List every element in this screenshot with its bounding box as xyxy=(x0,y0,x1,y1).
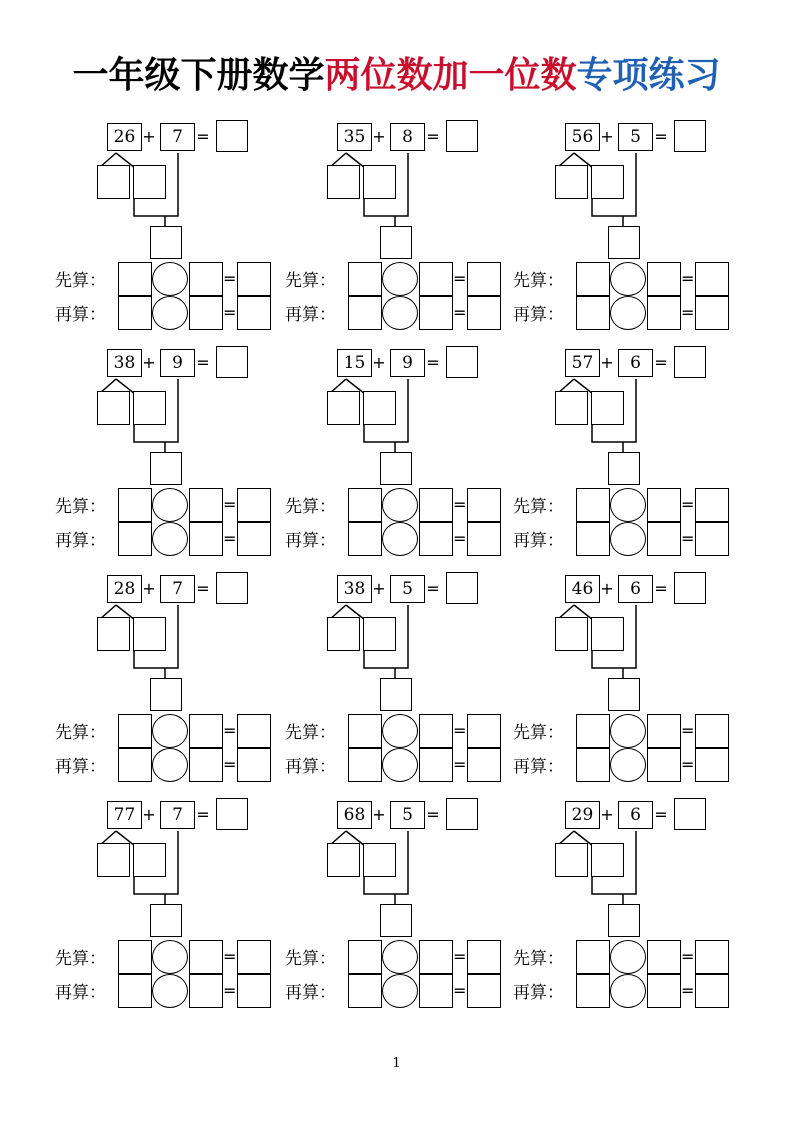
second-addend: 6 xyxy=(630,579,641,599)
title-part-grade: 一年级下册数学 xyxy=(72,55,325,96)
second-step-operator-circle[interactable] xyxy=(610,522,646,556)
tens-ones-number-box xyxy=(565,123,600,151)
second-step-equals: = xyxy=(681,981,695,1000)
second-step-label: 再算： xyxy=(55,983,106,1003)
second-addend: 8 xyxy=(402,127,413,147)
second-step-label: 再算： xyxy=(513,531,564,551)
plus-sign: + xyxy=(142,805,156,824)
second-step-operator-circle[interactable] xyxy=(382,296,418,330)
plus-sign: + xyxy=(372,127,386,146)
first-step-equals: = xyxy=(681,269,695,288)
first-step-label: 先算： xyxy=(55,949,106,969)
problem xyxy=(285,344,535,559)
title-part-practice: 专项练习 xyxy=(576,55,721,96)
second-step-operand-1[interactable] xyxy=(576,522,610,556)
sum-box[interactable] xyxy=(380,678,412,711)
split-box-left[interactable] xyxy=(327,391,360,425)
second-step-operator-circle[interactable] xyxy=(152,974,188,1008)
second-step-label: 再算： xyxy=(285,983,336,1003)
first-step-operator-circle[interactable] xyxy=(152,940,188,974)
equals-sign: = xyxy=(196,805,210,824)
first-step-label: 先算： xyxy=(285,723,336,743)
second-addend: 5 xyxy=(630,127,641,147)
second-step-equals: = xyxy=(453,303,467,322)
problem xyxy=(513,118,763,333)
tens-ones-number-box xyxy=(107,575,142,603)
first-step-label: 先算： xyxy=(285,949,336,969)
first-step-operator-circle[interactable] xyxy=(152,488,188,522)
second-step-equals: = xyxy=(223,981,237,1000)
second-step-label: 再算： xyxy=(513,983,564,1003)
first-step-operand-2[interactable] xyxy=(189,488,223,522)
first-addend: 29 xyxy=(571,805,594,825)
answer-box[interactable] xyxy=(674,572,706,604)
first-step-equals: = xyxy=(223,721,237,740)
first-step-equals: = xyxy=(453,947,467,966)
split-box-left[interactable] xyxy=(97,391,130,425)
first-step-equals: = xyxy=(453,269,467,288)
sum-box[interactable] xyxy=(150,226,182,259)
second-step-operand-1[interactable] xyxy=(118,296,152,330)
split-box-right[interactable] xyxy=(591,165,624,199)
second-addend: 9 xyxy=(172,353,183,373)
first-step-operand-2[interactable] xyxy=(419,714,453,748)
plus-sign: + xyxy=(600,805,614,824)
first-step-label: 先算： xyxy=(55,723,106,743)
single-digit-box xyxy=(160,349,195,377)
first-step-result[interactable] xyxy=(467,488,501,522)
first-step-label: 先算： xyxy=(55,271,106,291)
first-addend: 46 xyxy=(571,579,594,599)
second-step-operand-2[interactable] xyxy=(647,748,681,782)
first-step-equals: = xyxy=(223,269,237,288)
equals-sign: = xyxy=(196,127,210,146)
split-box-left[interactable] xyxy=(327,617,360,651)
first-step-operand-2[interactable] xyxy=(419,488,453,522)
first-addend: 15 xyxy=(343,353,366,373)
second-step-label: 再算： xyxy=(285,531,336,551)
page-number: 1 xyxy=(392,1056,401,1071)
first-step-operator-circle[interactable] xyxy=(610,488,646,522)
equals-sign: = xyxy=(426,127,440,146)
first-step-result[interactable] xyxy=(237,262,271,296)
first-step-label: 先算： xyxy=(513,497,564,517)
sum-box[interactable] xyxy=(608,904,640,937)
second-step-operand-1[interactable] xyxy=(348,296,382,330)
answer-box[interactable] xyxy=(674,120,706,152)
second-step-label: 再算： xyxy=(285,757,336,777)
first-step-result[interactable] xyxy=(695,262,729,296)
second-step-operand-2[interactable] xyxy=(419,522,453,556)
first-addend: 28 xyxy=(113,579,136,599)
second-step-operand-2[interactable] xyxy=(189,296,223,330)
second-step-equals: = xyxy=(681,755,695,774)
sum-box[interactable] xyxy=(150,452,182,485)
first-step-label: 先算： xyxy=(513,723,564,743)
worksheet-title xyxy=(0,52,793,100)
tens-ones-number-box xyxy=(337,575,372,603)
second-step-operand-2[interactable] xyxy=(647,522,681,556)
second-step-operator-circle[interactable] xyxy=(152,522,188,556)
second-step-operator-circle[interactable] xyxy=(152,296,188,330)
first-step-operator-circle[interactable] xyxy=(610,262,646,296)
second-step-operator-circle[interactable] xyxy=(382,748,418,782)
equals-sign: = xyxy=(426,579,440,598)
answer-box[interactable] xyxy=(446,572,478,604)
split-box-right[interactable] xyxy=(591,843,624,877)
split-box-left[interactable] xyxy=(97,617,130,651)
second-step-result[interactable] xyxy=(237,748,271,782)
tens-ones-number-box xyxy=(565,575,600,603)
first-step-label: 先算： xyxy=(285,271,336,291)
first-step-operand-2[interactable] xyxy=(189,262,223,296)
equals-sign: = xyxy=(426,805,440,824)
plus-sign: + xyxy=(142,353,156,372)
second-step-operand-1[interactable] xyxy=(348,748,382,782)
tens-ones-number-box xyxy=(337,349,372,377)
first-step-equals: = xyxy=(453,721,467,740)
first-step-operand-1[interactable] xyxy=(118,714,152,748)
first-step-result[interactable] xyxy=(237,940,271,974)
equals-sign: = xyxy=(654,127,668,146)
first-step-result[interactable] xyxy=(467,262,501,296)
answer-box[interactable] xyxy=(674,798,706,830)
sum-box[interactable] xyxy=(380,452,412,485)
equals-sign: = xyxy=(654,353,668,372)
problem xyxy=(513,344,763,559)
plus-sign: + xyxy=(372,805,386,824)
second-addend: 5 xyxy=(402,805,413,825)
first-step-result[interactable] xyxy=(695,714,729,748)
second-step-result[interactable] xyxy=(467,748,501,782)
second-step-equals: = xyxy=(681,529,695,548)
problem xyxy=(285,118,535,333)
first-step-label: 先算： xyxy=(513,271,564,291)
first-step-operator-circle[interactable] xyxy=(152,262,188,296)
second-step-label: 再算： xyxy=(55,305,106,325)
split-box-right[interactable] xyxy=(363,165,396,199)
answer-box[interactable] xyxy=(216,346,248,378)
single-digit-box xyxy=(390,349,425,377)
first-step-operand-1[interactable] xyxy=(348,488,382,522)
first-addend: 57 xyxy=(571,353,594,373)
problem xyxy=(55,344,305,559)
tens-ones-number-box xyxy=(565,801,600,829)
first-step-operator-circle[interactable] xyxy=(382,488,418,522)
problem xyxy=(513,796,763,1011)
first-step-operand-2[interactable] xyxy=(647,262,681,296)
first-step-result[interactable] xyxy=(467,940,501,974)
tens-ones-number-box xyxy=(337,801,372,829)
second-step-result[interactable] xyxy=(467,522,501,556)
second-step-result[interactable] xyxy=(237,974,271,1008)
second-step-result[interactable] xyxy=(237,296,271,330)
second-step-operand-1[interactable] xyxy=(118,974,152,1008)
problem xyxy=(55,570,305,785)
second-step-operator-circle[interactable] xyxy=(382,974,418,1008)
first-step-operand-2[interactable] xyxy=(647,940,681,974)
first-step-operand-1[interactable] xyxy=(576,714,610,748)
second-addend: 7 xyxy=(172,579,183,599)
second-step-operator-circle[interactable] xyxy=(152,748,188,782)
first-step-equals: = xyxy=(223,947,237,966)
plus-sign: + xyxy=(142,127,156,146)
second-step-operand-1[interactable] xyxy=(348,974,382,1008)
split-box-left[interactable] xyxy=(327,165,360,199)
first-step-operand-1[interactable] xyxy=(348,714,382,748)
second-step-equals: = xyxy=(223,529,237,548)
second-step-equals: = xyxy=(223,303,237,322)
first-addend: 68 xyxy=(343,805,366,825)
second-step-label: 再算： xyxy=(513,757,564,777)
second-step-operand-1[interactable] xyxy=(576,974,610,1008)
first-step-operand-2[interactable] xyxy=(189,714,223,748)
first-step-operand-2[interactable] xyxy=(419,940,453,974)
split-box-right[interactable] xyxy=(133,391,166,425)
split-box-left[interactable] xyxy=(555,391,588,425)
first-step-result[interactable] xyxy=(237,714,271,748)
first-addend: 77 xyxy=(113,805,136,825)
single-digit-box xyxy=(160,801,195,829)
second-step-operand-1[interactable] xyxy=(576,296,610,330)
first-step-equals: = xyxy=(681,495,695,514)
first-step-operator-circle[interactable] xyxy=(382,262,418,296)
tens-ones-number-box xyxy=(107,123,142,151)
second-step-label: 再算： xyxy=(285,305,336,325)
second-step-operand-2[interactable] xyxy=(189,974,223,1008)
first-step-result[interactable] xyxy=(695,940,729,974)
first-step-operand-2[interactable] xyxy=(419,262,453,296)
second-step-result[interactable] xyxy=(467,974,501,1008)
tens-ones-number-box xyxy=(107,801,142,829)
sum-box[interactable] xyxy=(608,226,640,259)
single-digit-box xyxy=(160,123,195,151)
split-box-left[interactable] xyxy=(555,843,588,877)
first-step-operator-circle[interactable] xyxy=(610,714,646,748)
first-step-operand-1[interactable] xyxy=(118,488,152,522)
second-step-result[interactable] xyxy=(237,522,271,556)
plus-sign: + xyxy=(600,353,614,372)
first-step-operator-circle[interactable] xyxy=(610,940,646,974)
split-box-right[interactable] xyxy=(363,617,396,651)
answer-box[interactable] xyxy=(446,120,478,152)
first-step-operand-2[interactable] xyxy=(189,940,223,974)
first-step-operand-1[interactable] xyxy=(118,940,152,974)
first-step-operand-1[interactable] xyxy=(348,940,382,974)
second-step-label: 再算： xyxy=(513,305,564,325)
equals-sign: = xyxy=(196,579,210,598)
tens-ones-number-box xyxy=(337,123,372,151)
tens-ones-number-box xyxy=(565,349,600,377)
second-step-operand-2[interactable] xyxy=(189,748,223,782)
first-addend: 35 xyxy=(343,127,366,147)
first-addend: 38 xyxy=(343,579,366,599)
second-step-operand-1[interactable] xyxy=(576,748,610,782)
second-addend: 7 xyxy=(172,127,183,147)
second-step-operand-1[interactable] xyxy=(348,522,382,556)
second-step-equals: = xyxy=(453,981,467,1000)
sum-box[interactable] xyxy=(608,452,640,485)
tens-ones-number-box xyxy=(107,349,142,377)
plus-sign: + xyxy=(142,579,156,598)
second-step-result[interactable] xyxy=(695,974,729,1008)
second-step-result[interactable] xyxy=(695,296,729,330)
single-digit-box xyxy=(390,123,425,151)
first-step-result[interactable] xyxy=(467,714,501,748)
problem xyxy=(55,796,305,1011)
split-box-left[interactable] xyxy=(97,165,130,199)
problem xyxy=(513,570,763,785)
first-step-equals: = xyxy=(681,947,695,966)
first-step-equals: = xyxy=(453,495,467,514)
first-step-operand-1[interactable] xyxy=(118,262,152,296)
split-box-left[interactable] xyxy=(555,165,588,199)
second-step-label: 再算： xyxy=(55,531,106,551)
title-part-topic: 两位数加一位数 xyxy=(324,55,577,96)
answer-box[interactable] xyxy=(446,798,478,830)
second-addend: 5 xyxy=(402,579,413,599)
second-step-operand-2[interactable] xyxy=(419,748,453,782)
first-step-label: 先算： xyxy=(285,497,336,517)
second-step-equals: = xyxy=(223,755,237,774)
first-step-result[interactable] xyxy=(695,488,729,522)
first-addend: 56 xyxy=(571,127,594,147)
sum-box[interactable] xyxy=(150,678,182,711)
first-step-label: 先算： xyxy=(55,497,106,517)
answer-box[interactable] xyxy=(674,346,706,378)
first-step-operand-1[interactable] xyxy=(348,262,382,296)
first-step-operand-1[interactable] xyxy=(576,940,610,974)
second-step-operand-1[interactable] xyxy=(118,522,152,556)
equals-sign: = xyxy=(196,353,210,372)
split-box-right[interactable] xyxy=(591,391,624,425)
first-step-equals: = xyxy=(681,721,695,740)
second-step-equals: = xyxy=(453,755,467,774)
split-box-right[interactable] xyxy=(133,617,166,651)
first-step-operand-2[interactable] xyxy=(647,488,681,522)
single-digit-box xyxy=(160,575,195,603)
second-step-result[interactable] xyxy=(695,522,729,556)
answer-box[interactable] xyxy=(446,346,478,378)
split-box-right[interactable] xyxy=(133,165,166,199)
single-digit-box xyxy=(618,123,653,151)
answer-box[interactable] xyxy=(216,572,248,604)
answer-box[interactable] xyxy=(216,120,248,152)
equals-sign: = xyxy=(654,805,668,824)
sum-box[interactable] xyxy=(380,226,412,259)
second-step-equals: = xyxy=(681,303,695,322)
first-step-operand-2[interactable] xyxy=(647,714,681,748)
single-digit-box xyxy=(618,349,653,377)
second-step-result[interactable] xyxy=(695,748,729,782)
second-step-operand-2[interactable] xyxy=(647,974,681,1008)
split-box-left[interactable] xyxy=(555,617,588,651)
problem xyxy=(285,570,535,785)
first-step-result[interactable] xyxy=(237,488,271,522)
plus-sign: + xyxy=(600,127,614,146)
sum-box[interactable] xyxy=(150,904,182,937)
plus-sign: + xyxy=(372,353,386,372)
single-digit-box xyxy=(618,575,653,603)
second-step-operator-circle[interactable] xyxy=(610,974,646,1008)
single-digit-box xyxy=(390,801,425,829)
split-box-right[interactable] xyxy=(133,843,166,877)
single-digit-box xyxy=(390,575,425,603)
first-step-operator-circle[interactable] xyxy=(152,714,188,748)
second-addend: 9 xyxy=(402,353,413,373)
first-step-operator-circle[interactable] xyxy=(382,940,418,974)
first-addend: 26 xyxy=(113,127,136,147)
first-step-operand-1[interactable] xyxy=(576,488,610,522)
first-addend: 38 xyxy=(113,353,136,373)
second-step-operand-2[interactable] xyxy=(189,522,223,556)
single-digit-box xyxy=(618,801,653,829)
problem xyxy=(285,796,535,1011)
second-step-operator-circle[interactable] xyxy=(610,748,646,782)
second-step-label: 再算： xyxy=(55,757,106,777)
split-box-left[interactable] xyxy=(97,843,130,877)
second-step-operator-circle[interactable] xyxy=(610,296,646,330)
problem xyxy=(55,118,305,333)
first-step-equals: = xyxy=(223,495,237,514)
split-box-right[interactable] xyxy=(591,617,624,651)
second-step-operand-2[interactable] xyxy=(419,974,453,1008)
second-step-equals: = xyxy=(453,529,467,548)
first-step-operator-circle[interactable] xyxy=(382,714,418,748)
sum-box[interactable] xyxy=(380,904,412,937)
equals-sign: = xyxy=(654,579,668,598)
plus-sign: + xyxy=(600,579,614,598)
plus-sign: + xyxy=(372,579,386,598)
equals-sign: = xyxy=(426,353,440,372)
second-step-operator-circle[interactable] xyxy=(382,522,418,556)
first-step-operand-1[interactable] xyxy=(576,262,610,296)
split-box-right[interactable] xyxy=(363,391,396,425)
second-step-result[interactable] xyxy=(467,296,501,330)
second-addend: 6 xyxy=(630,353,641,373)
first-step-label: 先算： xyxy=(513,949,564,969)
second-addend: 7 xyxy=(172,805,183,825)
second-step-operand-1[interactable] xyxy=(118,748,152,782)
split-box-left[interactable] xyxy=(327,843,360,877)
second-step-operand-2[interactable] xyxy=(419,296,453,330)
second-step-operand-2[interactable] xyxy=(647,296,681,330)
second-addend: 6 xyxy=(630,805,641,825)
answer-box[interactable] xyxy=(216,798,248,830)
sum-box[interactable] xyxy=(608,678,640,711)
split-box-right[interactable] xyxy=(363,843,396,877)
